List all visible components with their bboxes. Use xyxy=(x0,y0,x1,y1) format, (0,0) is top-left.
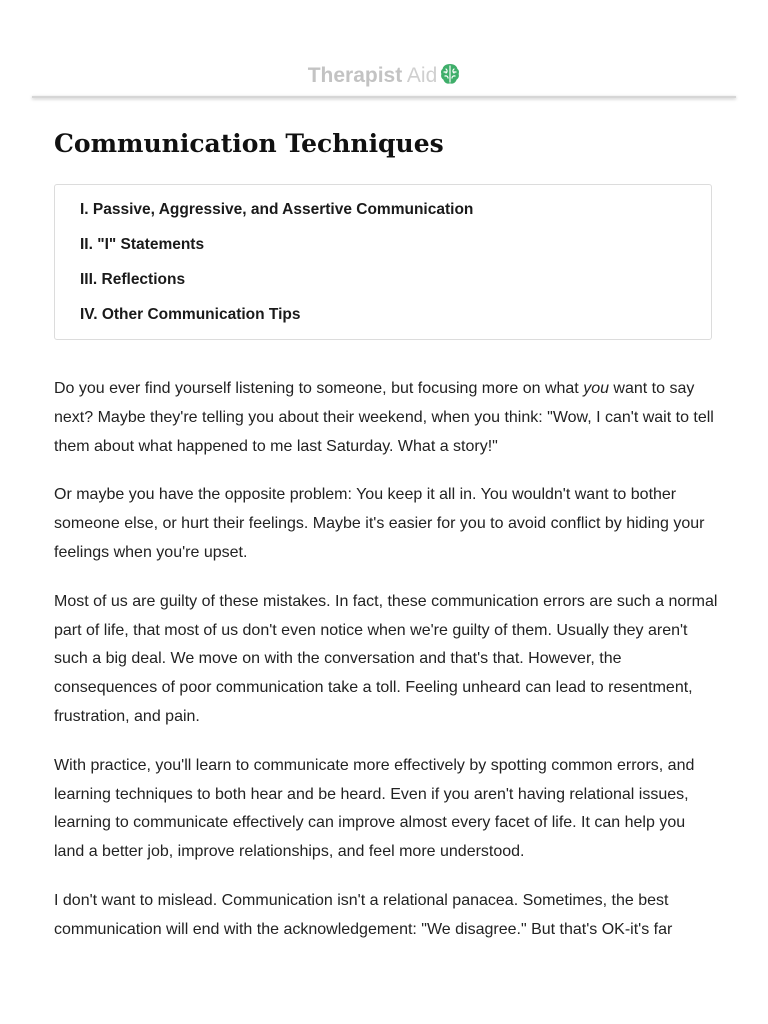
paragraph-1-emphasis: you xyxy=(583,380,609,397)
article-paragraph-1 xyxy=(54,375,718,461)
article-paragraph-4: With practice, you'll learn to communicate more effectively by spotting common errors, and learning techniques to both hear and be heard. Even if you aren't having relational issues, learning to communicate effectively can improve almost every facet of life. It can help you land a better job, improve relationships, and feel more understood. xyxy=(54,756,695,861)
paragraph-1-text-after: want to say next? Maybe they're telling you about their weekend, when you think: "Wow, I can't wait to tell them about what happened to me last Saturday. What a story!" xyxy=(54,380,714,455)
toc-item-reflections[interactable]: III. Reflections xyxy=(80,271,186,288)
article-paragraph-2: Or maybe you have the opposite problem: You keep it all in. You wouldn't want to bother someone else, or hurt their feelings. Maybe it's easier for you to avoid conflict by hiding your feelings when you're upset. xyxy=(54,486,705,561)
toc-item-other-tips[interactable]: IV. Other Communication Tips xyxy=(80,306,301,323)
article-paragraph-3: Most of us are guilty of these mistakes. In fact, these communication errors are such a normal part of life, that most of us don't even notice when we're guilty of them. Usually they aren't such a big deal. We move on with the conversation and that's that. However, the consequences of poor communication take a toll. Feeling unheard can lead to resentment, frustration, and pain. xyxy=(54,592,718,725)
article-paragraph-5: I don't want to mislead. Communication isn't a relational panacea. Sometimes, the best communication will end with the acknowledgement: "We disagree." But that's OK-it's far xyxy=(54,891,673,938)
page-title: Communication Techniques xyxy=(54,129,444,158)
header-divider xyxy=(32,96,736,98)
article-body xyxy=(54,375,718,965)
brand-name-primary: Therapist xyxy=(307,64,403,87)
table-of-contents xyxy=(54,184,712,340)
toc-item-passive-aggressive-assertive[interactable]: I. Passive, Aggressive, and Assertive Communication xyxy=(80,201,474,218)
paragraph-1-text-before: Do you ever find yourself listening to someone, but focusing more on what xyxy=(54,380,584,397)
brain-icon xyxy=(440,63,460,93)
brand-name-secondary: Aid xyxy=(406,64,438,87)
site-logo[interactable] xyxy=(0,62,768,93)
toc-item-i-statements[interactable]: II. "I" Statements xyxy=(80,236,205,253)
site-header xyxy=(0,0,768,97)
